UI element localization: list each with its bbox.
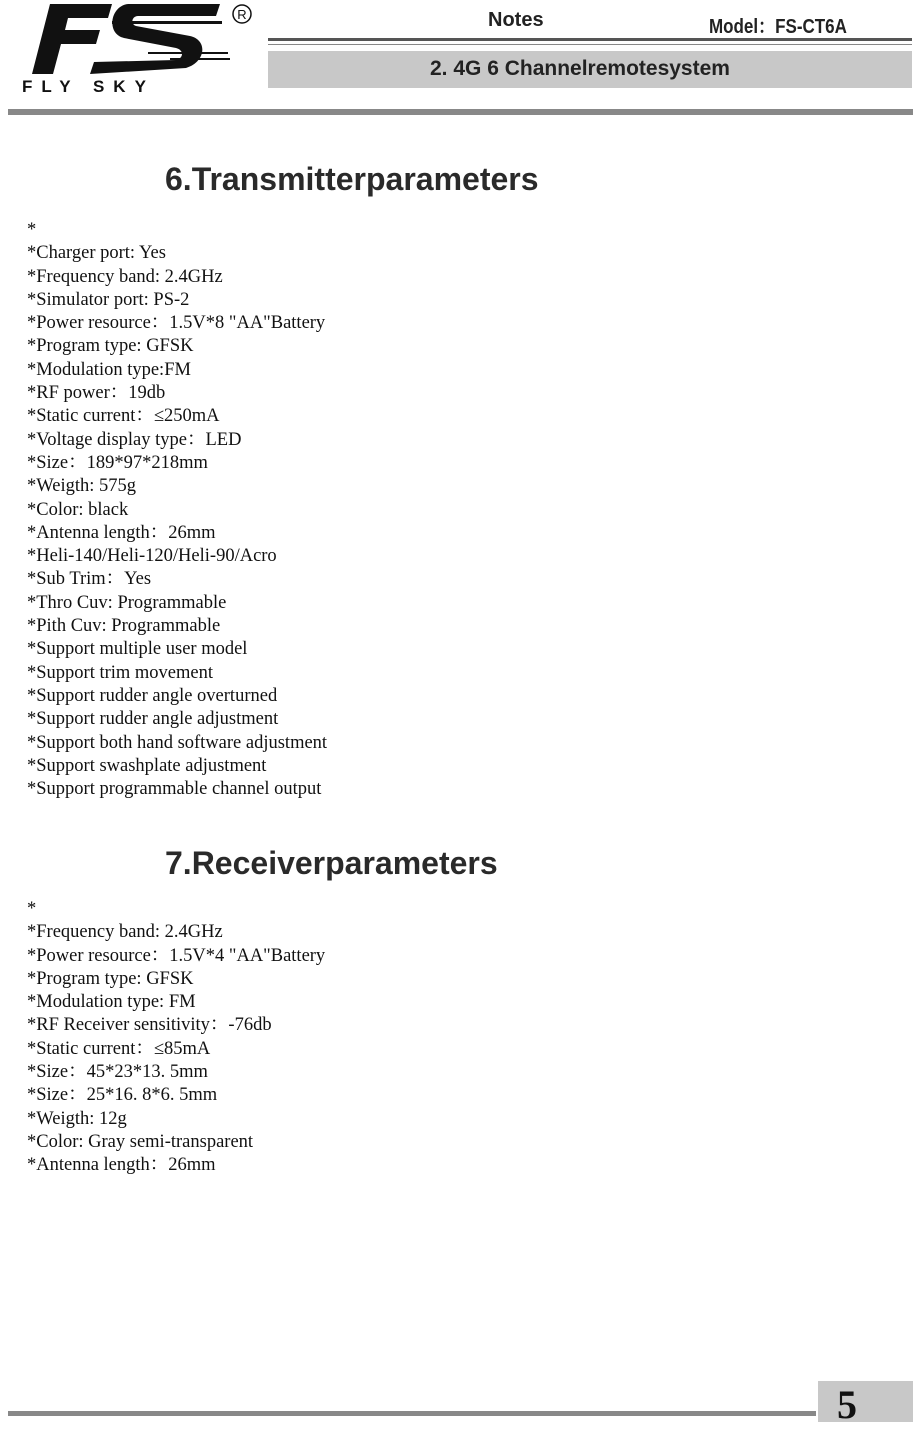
transmitter-spec-item: *Voltage display type：LED: [27, 429, 242, 450]
receiver-spec-item: *Power resource：1.5V*4 "AA"Battery: [27, 945, 326, 966]
transmitter-spec-item: *Sub Trim：Yes: [27, 569, 152, 590]
receiver-spec-item: *Frequency band: 2.4GHz: [27, 922, 223, 943]
header-subtitle: 2. 4G 6 Channelremotesystem: [430, 57, 730, 80]
transmitter-spec-item: *Support trim movement: [27, 662, 214, 683]
transmitter-spec-item: *: [27, 220, 37, 240]
receiver-title: 7.Receiverparameters: [165, 845, 498, 881]
transmitter-spec-item: *Charger port: Yes: [27, 243, 166, 264]
header-divider-thin: [268, 44, 912, 45]
receiver-spec-item: *Program type: GFSK: [27, 968, 194, 989]
transmitter-spec-item: *Support rudder angle adjustment: [27, 709, 279, 730]
receiver-spec-item: *Antenna length：26mm: [27, 1155, 216, 1176]
transmitter-spec-item: *Simulator port: PS-2: [27, 289, 190, 310]
header-notes: Notes: [488, 9, 544, 31]
receiver-spec-item: *Color: Gray semi-transparent: [27, 1131, 254, 1152]
transmitter-spec-item: *Support rudder angle overturned: [27, 685, 278, 706]
receiver-spec-item: *RF Receiver sensitivity：-76db: [27, 1015, 272, 1036]
page-number: 5: [837, 1382, 857, 1427]
transmitter-spec-item: *Support multiple user model: [27, 639, 248, 660]
transmitter-spec-item: *Size：189*97*218mm: [27, 452, 208, 473]
transmitter-spec-item: *Weigth: 575g: [27, 476, 136, 497]
transmitter-spec-item: *Frequency band: 2.4GHz: [27, 266, 223, 287]
transmitter-spec-item: *Support programmable channel output: [27, 779, 322, 800]
transmitter-spec-list: [27, 219, 327, 801]
transmitter-title: 6.Transmitterparameters: [165, 161, 539, 197]
receiver-spec-item: *Static current：≤85mA: [27, 1038, 211, 1059]
header-divider: [268, 38, 912, 41]
receiver-spec-item: *: [27, 899, 37, 919]
receiver-spec-item: *Size：45*23*13. 5mm: [27, 1062, 208, 1083]
receiver-spec-list: [27, 898, 325, 1178]
transmitter-spec-item: *Pith Cuv: Programmable: [27, 616, 221, 637]
header-rule: [8, 109, 913, 115]
registered-mark: R: [237, 7, 247, 22]
receiver-spec-item: *Weigth: 12g: [27, 1108, 127, 1129]
footer-rule: [8, 1411, 816, 1416]
fly-sky-logo: [20, 0, 252, 95]
receiver-spec-item: *Modulation type: FM: [27, 992, 196, 1013]
transmitter-spec-item: *Static current：≤250mA: [27, 406, 220, 427]
transmitter-spec-item: *Power resource：1.5V*8 "AA"Battery: [27, 313, 326, 334]
transmitter-spec-item: *Antenna length：26mm: [27, 522, 216, 543]
transmitter-spec-item: *Support both hand software adjustment: [27, 732, 328, 753]
transmitter-spec-item: *Support swashplate adjustment: [27, 755, 267, 776]
receiver-spec-item: *Size：25*16. 8*6. 5mm: [27, 1085, 218, 1106]
transmitter-spec-item: *RF power：19db: [27, 383, 166, 404]
transmitter-spec-item: *Heli-140/Heli-120/Heli-90/Acro: [27, 546, 277, 567]
transmitter-spec-item: *Modulation type:FM: [27, 359, 191, 380]
transmitter-spec-item: *Thro Cuv: Programmable: [27, 592, 227, 613]
transmitter-spec-item: *Color: black: [27, 499, 129, 520]
transmitter-spec-item: *Program type: GFSK: [27, 336, 194, 357]
logo-text: FLY SKY: [22, 77, 155, 95]
header-model: Model：FS-CT6A: [709, 16, 847, 38]
